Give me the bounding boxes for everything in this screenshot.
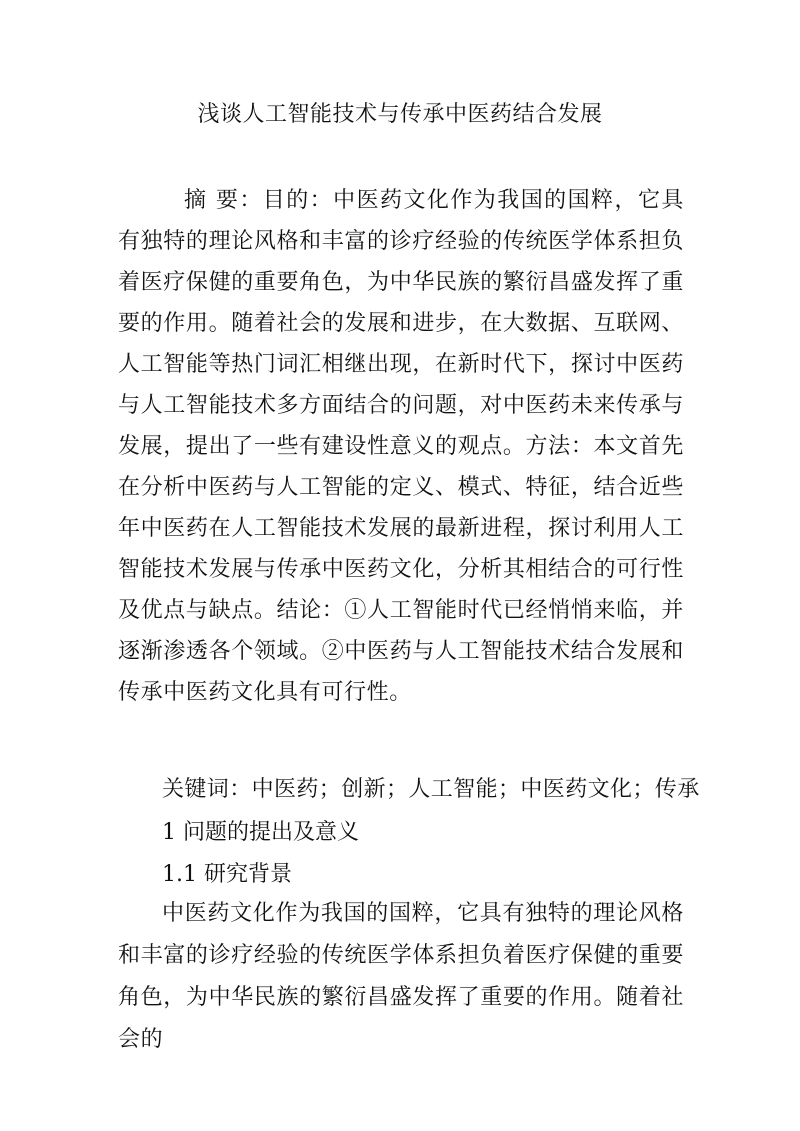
document-title: 浅谈人工智能技术与传承中医药结合发展 bbox=[197, 102, 603, 127]
section-heading-1: 1 问题的提出及意义 bbox=[162, 820, 359, 845]
abstract-paragraph: 摘 要：目的：中医药文化作为我国的国粹，它具有独特的理论风格和丰富的诊疗经验的传统医学体系担负着医疗保健的重要角色，为中华民族的繁衍昌盛发挥了重要的作用。随着社会的发展和进步，在大数据、互联网、人工智能等热门词汇相继出现，在新时代下，探讨中医药与人工智能技术多方面结合的问题，对中医药未来传承与发展，提出了一些有建设性意义的观点。方法：本文首先在分析中医药与人工智能的定义、模式、特征，结合近些年中医药在人工智能技术发展的最新进程，探讨利用人工智能技术发展与传承中医药文化，分析其相结合的可行性及优点与缺点。结论：①人工智能时代已经悄悄来临，并逐渐渗透各个领域。②中医药与人工智能技术结合发展和传承中医药文化具有可行性。 bbox=[118, 188, 684, 705]
keywords-line: 关键词：中医药；创新；人工智能；中医药文化；传承 bbox=[162, 777, 700, 802]
body-paragraph: 中医药文化作为我国的国粹，它具有独特的理论风格和丰富的诊疗经验的传统医学体系担负着医疗保健的重要角色，为中华民族的繁衍昌盛发挥了重要的作用。随着社会的 bbox=[118, 901, 684, 1052]
section-heading-1-1: 1.1 研究背景 bbox=[162, 862, 292, 887]
